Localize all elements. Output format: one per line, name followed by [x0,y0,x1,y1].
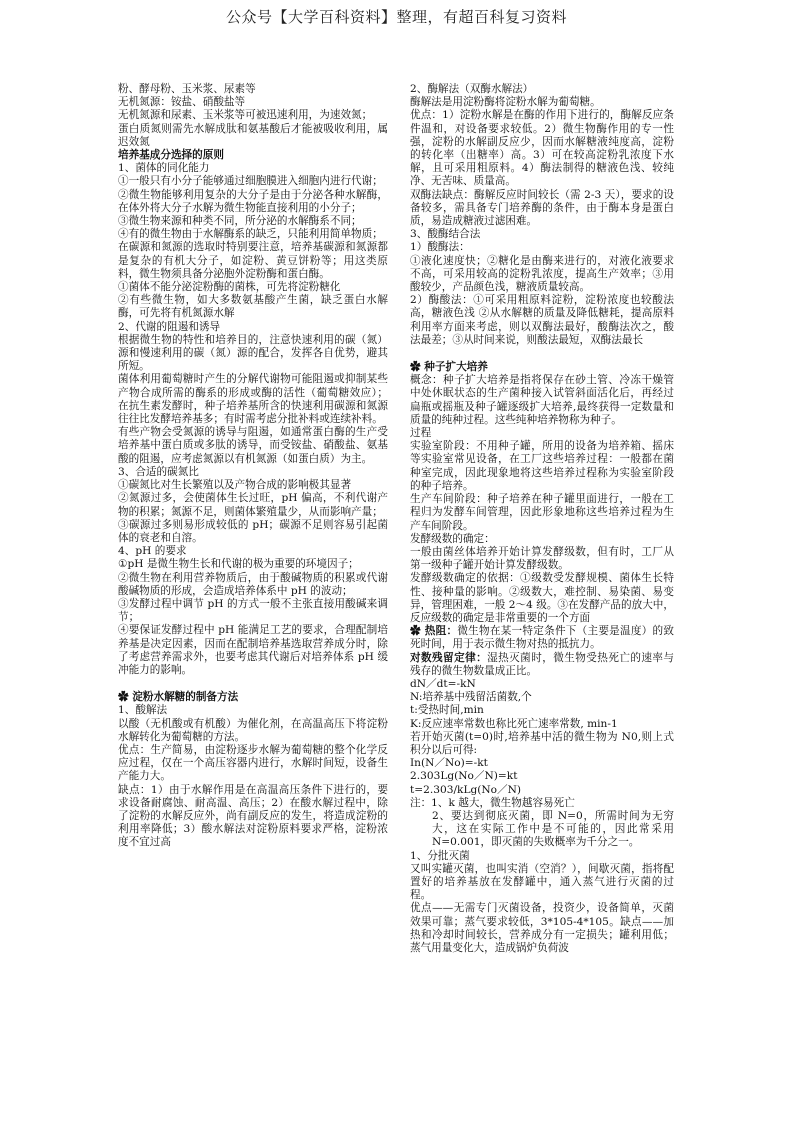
left-paragraph: 无机氮源：铵盐、硝酸盐等 [118,96,246,109]
left-paragraph: 1、菌体的同化能力 [118,162,210,175]
left-paragraph: ✿ 淀粉水解糖的制备方法 [118,691,239,704]
right-paragraph: 注：1、k 越大，微生物越容易死亡 [410,796,575,809]
right-paragraph: In(N／No)=-kt [410,757,488,770]
right-paragraph: 1、分批灭菌 [410,849,470,862]
left-paragraph: ①一般只有小分子能够通过细胞膜进入细胞内进行代谢； [118,175,383,188]
right-paragraph: K:反应速率常数也称比死亡速率常数, min-1 [410,717,618,730]
left-paragraph: 1、酸解法 [118,704,168,717]
term-lead: ✿ 热阻： [410,625,458,638]
left-paragraph: ①菌体不能分泌淀粉酶的菌株，可先将淀粉糖化 [118,281,341,294]
left-paragraph: 根据微生物的特性和培养目的，注意快速利用的碳（氮）源和慢速利用的碳（氮）源的配合，发挥各自优势，避其所短。 [118,333,388,373]
left-paragraph: ③碳源过多则易形成较低的 pH；碳源不足则容易引起菌体的衰老和自溶。 [118,518,388,544]
page-header: 公众号【大学百科资料】整理，有超百科复习资料 [225,8,567,26]
right-paragraph: 1）酸酶法： [410,241,470,254]
right-paragraph: 若开始灭菌(t=0)时,培养基中活的微生物为 N0,则上式积分以后可得: [410,730,674,756]
right-paragraph: 发酵级数的确定： [410,532,495,545]
section-gap [410,347,674,361]
right-paragraph: 2）酶酸法：①可采用粗原料淀粉，淀粉浓度也较酸法高，糖液色浅 ②从水解糖的质量及降低糖耗，提高原料利用率方面来考虑，则以双酶法最好，酸酶法次之，酸法最差；③从时间来说，则酸法最短，双酶法最长 [410,294,674,346]
left-paragraph: 缺点：1）由于水解作用是在高温高压条件下进行的，要求设备耐腐蚀、耐高温、高压；2）在酸水解过程中，除了淀粉的水解反应外，尚有副反应的发生，将造成淀粉的利用率降低；3）酸水解法对淀粉原料要求严格，淀粉浓度不宜过高 [118,783,388,849]
right-paragraph: 2.303Lg(No／N)=kt [410,770,518,783]
left-paragraph: 有些产物会受氮源的诱导与阻遏，如通常蛋白酶的生产受培养基中蛋白质或多肽的诱导，而受铵盐、硝酸盐、氨基酸的阻遏，应考虑氮源以有机氮源（如蛋白质）为主。 [118,426,388,465]
left-paragraph: ④要保证发酵过程中 pH 能满足工艺的要求，合理配制培养基是决定因素，因而在配制培养基选取营养成分时，除了考虑营养需求外，也要考虑其代谢后对培养体系 pH 缓冲能力的影响。 [118,624,388,676]
left-paragraph: ②有些微生物，如大多数氨基酸产生菌，缺乏蛋白水解酶，可先将有机氮源水解 [118,294,388,320]
right-paragraph: ✿ 种子扩大培养 [410,361,488,374]
right-paragraph: 优点：1）淀粉水解是在酶的作用下进行的，酶解反应条件温和，对设备要求较低。2）微生物酶作用的专一性强，淀粉的水解副反应少，因而水解糖液纯度高，淀粉的转化率（出糖率）高。3）可在较高淀粉乳浓度下水解，且可采用粗原料。4）酶法制得的糖液色浅、较纯净、无苦味、质量高。 [410,109,674,188]
left-paragraph: 以酸（无机酸或有机酸）为催化剂，在高温高压下将淀粉水解转化为葡萄糖的方法。 [118,717,388,743]
left-paragraph: 优点：生产简易，由淀粉逐步水解为葡萄糖的整个化学反应过程，仅在一个高压容器内进行，水解时间短，设备生产能力大。 [118,743,388,783]
right-paragraph: 实验室阶段：不用种子罐，所用的设备为培养箱、摇床等实验室常见设备，在工厂这些培养过程：一般都在菌种室完成，因此现象地将这些培养过程称为实验室阶段的种子培养。 [410,440,674,492]
left-paragraph: 蛋白质氮则需先水解成肽和氨基酸后才能被吸收利用，属迟效氮 [118,122,388,148]
right-paragraph: 优点——无需专门灭菌设备，投资少，设备简单，灭菌效果可靠；蒸气要求较低，3*105-4*105。缺点——加热和冷却时间较长，营养成分有一定损失；罐利用低；蒸气用量变化大，造成锅炉负荷波 [410,902,674,954]
left-paragraph: 粉、酵母粉、玉米浆、尿素等 [118,83,256,95]
right-paragraph: 过程 [410,427,432,440]
right-paragraph: 发酵级数确定的依据：①级数受发酵规模、菌体生长特性、接种量的影响。②级数大，难控制、易染菌、易变异，管理困难，一般 2～4 级。③在发酵产品的放大中，反应级数的确定是非常重要的一个方面 [410,572,674,624]
right-paragraph: ①液化速度快；②糖化是由酶来进行的，对液化液要求不高，可采用较高的淀粉乳浓度，提高生产效率；③用酸较少，产品颜色浅，糖液质量较高。 [410,254,674,294]
left-paragraph: ①碳氮比对生长繁殖以及产物合成的影响极其显著 [118,479,352,492]
right-paragraph: N:培养基中残留活菌数,个 [410,691,532,704]
right-paragraph: dN／dt=-kN [410,677,476,690]
right-paragraph: 双酶法缺点：酶解反应时间较长（需 2-3 天），要求的设备较多，需具备专门培养酶的条件，由于酶本身是蛋白质，易造成糖液过滤困难。 [410,188,674,228]
left-paragraph: ①pH 是微生物生长和代谢的极为重要的环境因子； [118,558,359,571]
left-paragraph: 培养基成分选择的原则 [118,149,224,162]
right-paragraph: 又叫实罐灭菌，也叫实消（空消？），间歇灭菌，指将配置好的培养基放在发酵罐中，通入蒸气进行灭菌的过程。 [410,862,674,902]
right-paragraph: 酶解法是用淀粉酶将淀粉水解为葡萄糖。 [410,96,601,109]
left-paragraph: 菌体利用葡萄糖时产生的分解代谢物可能阻遏或抑制某些产物合成所需的酶系的形成或酶的活性（葡萄糖效应）；在抗生素发酵时，种子培养基所含的快速利用碳源和氮源往往比发酵培养基多；有时需考虑分批补料或连续补料。 [118,373,388,426]
left-paragraph: ②微生物在利用营养物质后，由于酸碱物质的积累或代谢酸碱物质的形成，会造成培养体系中 pH 的波动； [118,571,388,597]
left-paragraph: 2、代谢的阻遏和诱导 [118,320,221,333]
right-paragraph: 2、酶解法（双酶水解法） [410,83,534,95]
left-paragraph: ②氮源过多，会使菌体生长过旺，pH 偏高，不利代谢产物的积累；氮源不足，则菌体繁殖量少，从而影响产量； [118,492,388,518]
right-paragraph: t=2.303/kLg(No／N) [410,783,522,796]
left-column [118,83,388,850]
left-paragraph: ③发酵过程中调节 pH 的方式一般不主张直接用酸碱来调节； [118,597,388,624]
left-paragraph: 4、pH 的要求 [118,545,187,558]
right-paragraph: t:受热时间,min [410,704,484,717]
left-paragraph: ②微生物能够利用复杂的大分子是由于分泌各种水解酶，在体外将大分子水解为微生物能直接利用的小分子； [118,188,388,214]
section-gap [118,677,388,691]
right-paragraph: 生产车间阶段：种子培养在种子罐里面进行，一般在工程归为发酵车间管理，因此形象地称这些培养过程为生产车间阶段。 [410,493,674,532]
right-paragraph: 对数残留定律：湿热灭菌时，微生物受热死亡的速率与残存的微生物数量成正比。 [410,651,674,677]
right-paragraph: 一般由菌丝体培养开始计算发酵级数，但有时，工厂从第一级种子罐开始计算发酵级数。 [410,545,674,572]
right-column [410,83,674,955]
right-paragraph: 概念：种子扩大培养是指将保存在砂土管、冷冻干燥管中处休眠状态的生产菌种接入试管斜面活化后，再经过扁瓶或摇瓶及种子罐逐级扩大培养,最终获得一定数量和质量的纯种过程。这些纯种培养物称为种子。 [410,374,674,426]
right-paragraph: ✿ 热阻：微生物在某一特定条件下（主要是温度）的致死时间，用于表示微生物对热的抵抗力。 [410,625,674,651]
left-paragraph: 在碳源和氮源的选取时特别要注意，培养基碳源和氮源都是复杂的有机大分子，如淀粉、黄豆饼粉等；用这类原料，微生物须具备分泌胞外淀粉酶和蛋白酶。 [118,241,388,280]
right-paragraph: 2、要达到彻底灭菌，即 N=0，所需时间为无穷大，这在实际工作中是不可能的，因此常采用 N=0.001，即灭菌的失败概率为千分之一。 [432,809,674,849]
left-paragraph: 3、合适的碳氮比 [118,465,199,478]
left-paragraph: ③微生物来源和种类不同，所分泌的水解酶系不同； [118,215,362,228]
term-lead: 对数残留定律： [410,651,488,664]
right-paragraph: 3、酸酶结合法 [410,228,481,241]
left-paragraph: 无机氮源和尿素、玉米浆等可被迅速利用，为速效氮； [118,109,373,122]
left-paragraph: ④有的微生物由于水解酶系的缺乏，只能利用简单物质； [118,228,383,241]
